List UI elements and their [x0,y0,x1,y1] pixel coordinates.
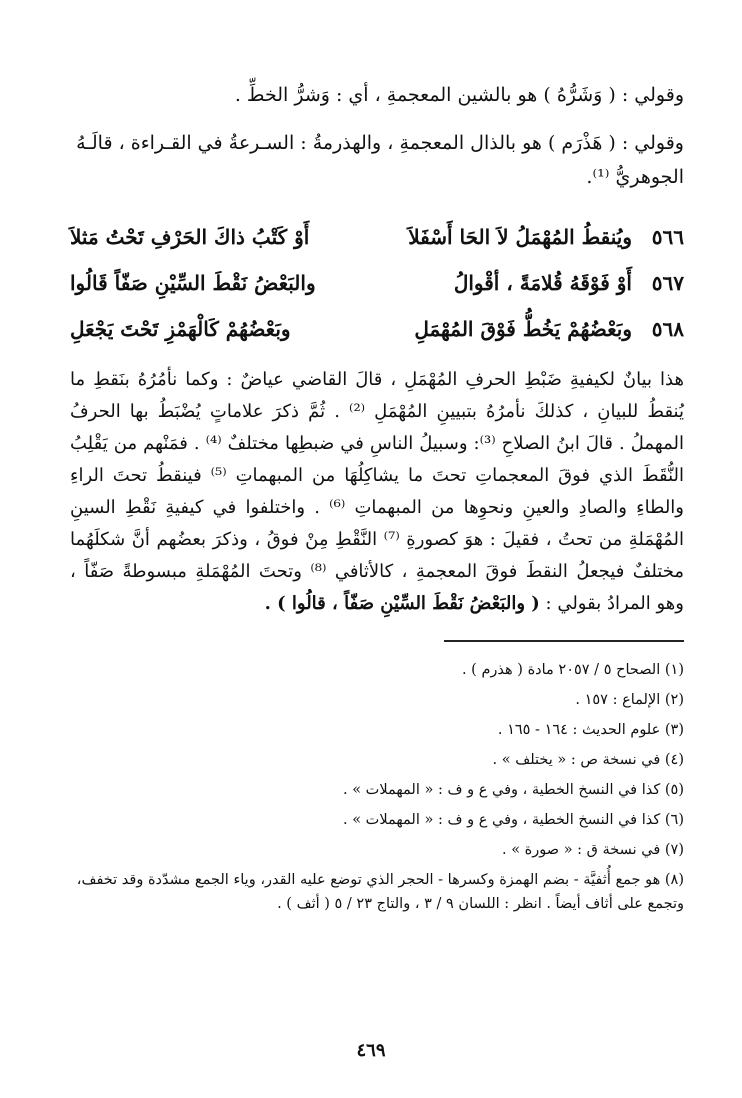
intro-section [70,78,684,194]
footnote-3: (٣) علوم الحديث : ١٦٤ - ١٦٥ . [497,722,684,738]
page-number: ٤٦٩ [356,1040,386,1061]
footnote-1: (١) الصحاح ٥ / ٢٠٥٧ مادة ( هذرم ) . [461,662,684,678]
footnote-8: (٨) هو جمع أُثفيَّة - بضم الهمزة وكسرها - الحجر الذي توضع عليه القدر، وياء الجمع مشدّدة وقد تخفف، وتجمع على أثاف أيضاً . انظر : اللسان ٩ / ٣ ، والتاج ٢٣ / ٥ ( أثف ) . [76,872,684,912]
commentary-section [70,364,684,620]
footnote-divider [444,640,684,642]
verse-568 [70,314,684,344]
verse-566 [70,222,684,252]
verse-number: ٥٦٦ [651,225,684,249]
footnote-6: (٦) كذا في النسخ الخطية ، وفي ع و ف : « المهملات » . [342,812,684,828]
footnotes-section [70,658,684,916]
intro-line-2: وقولي : ( هَذْرَم ) هو بالذال المعجمةِ ، والهذرمةُ : السـرعةُ في القـراءة ، قالَـهُ الجوهريُّ ⁽¹⁾. [76,132,684,188]
verses-section [70,222,684,344]
footnote-2: (٢) الإلماع : ١٥٧ . [575,692,684,708]
verse-second-hemistich: والبَعْضُ نَقْطَ السِّيْنِ صَفّاً قَالُوا [70,271,316,295]
verse-567 [70,268,684,298]
intro-line-1: وقولي : ( وَشَرُّهُ ) هو بالشين المعجمةِ ، أي : وَشرُّ الخطِّ . [234,84,684,106]
verse-second-hemistich: وبَعْضُهُمْ كَالْهَمْزِ تَحْتَ يَجْعَلِ [70,317,291,341]
verse-second-hemistich: أَوْ كَتْبُ ذاكَ الحَرْفِ تَحْتُ مَثلاَ [70,225,310,249]
verse-first-hemistich: أَوْ فَوْقَهُ قُلامَةً ، أقْوالُ [453,271,632,295]
commentary-paragraph: هذا بيانٌ لكيفيةِ ضَبْطِ الحرفِ المُهْمَلِ ، قالَ القاضي عياضٌ : وكما نأمُرُهُ بنَقطِ ما يُنقطُ للبيانِ ، كذلكَ نأمرُهُ بتبيينِ المُهْمَلِ ⁽²⁾ . ثُمَّ ذكرَ علاماتٍ يُضْبَطُ بها الحرفُ المهملُ . قالَ ابنُ الصلاحِ ⁽³⁾: وسبيلُ الناسِ في ضبطِها مختلفٌ ⁽⁴⁾ . فمَنْهم من يَقْلِبُ النُّقَطَ الذي فوقَ المعجماتِ تحتَ ما يشاكِلُهَا من المبهماتِ ⁽⁵⁾ فينقطُ تحتَ الراءِ والطاءِ والصادِ والعينِ ونحوِها من المبهماتِ ⁽⁶⁾ . واختلفوا في كيفيةِ نَقْطِ السينِ المُهْمَلةِ من تحتُ ، فقيلَ : هوَ كصورةِ ⁽⁷⁾ النَّقْطِ مِنْ فوقُ ، وذكرَ بعضُهم أنَّ شكلَهُما مختلفٌ فيجعلُ النقطَ فوقَ المعجمةِ ، كالأثافي ⁽⁸⁾ وتحتَ المُهْمَلةِ مبسوطةً صَفّاً ، وهو المرادُ بقولي : [70,369,685,614]
verse-number: ٥٦٧ [651,271,684,295]
verse-first-hemistich: وبَعْضُهُمْ يَخُطُّ فَوْقَ المُهْمَلِ [414,317,632,341]
footnote-7: (٧) في نسخة ق : « صورة » . [501,842,684,858]
verse-first-hemistich: ويُنقطُ المُهْمَلُ لاَ الحَا أَسْفَلاَ [408,225,632,249]
footnote-4: (٤) في نسخة ص : « يختلف » . [492,752,684,768]
verse-number: ٥٦٨ [651,317,684,341]
footnote-5: (٥) كذا في النسخ الخطية ، وفي ع و ف : « المهملات » . [342,782,684,798]
commentary-quote: ( والبَعْضُ نَقْطَ السِّيْنِ صَفّاً ، قالُوا ) . [264,593,540,614]
